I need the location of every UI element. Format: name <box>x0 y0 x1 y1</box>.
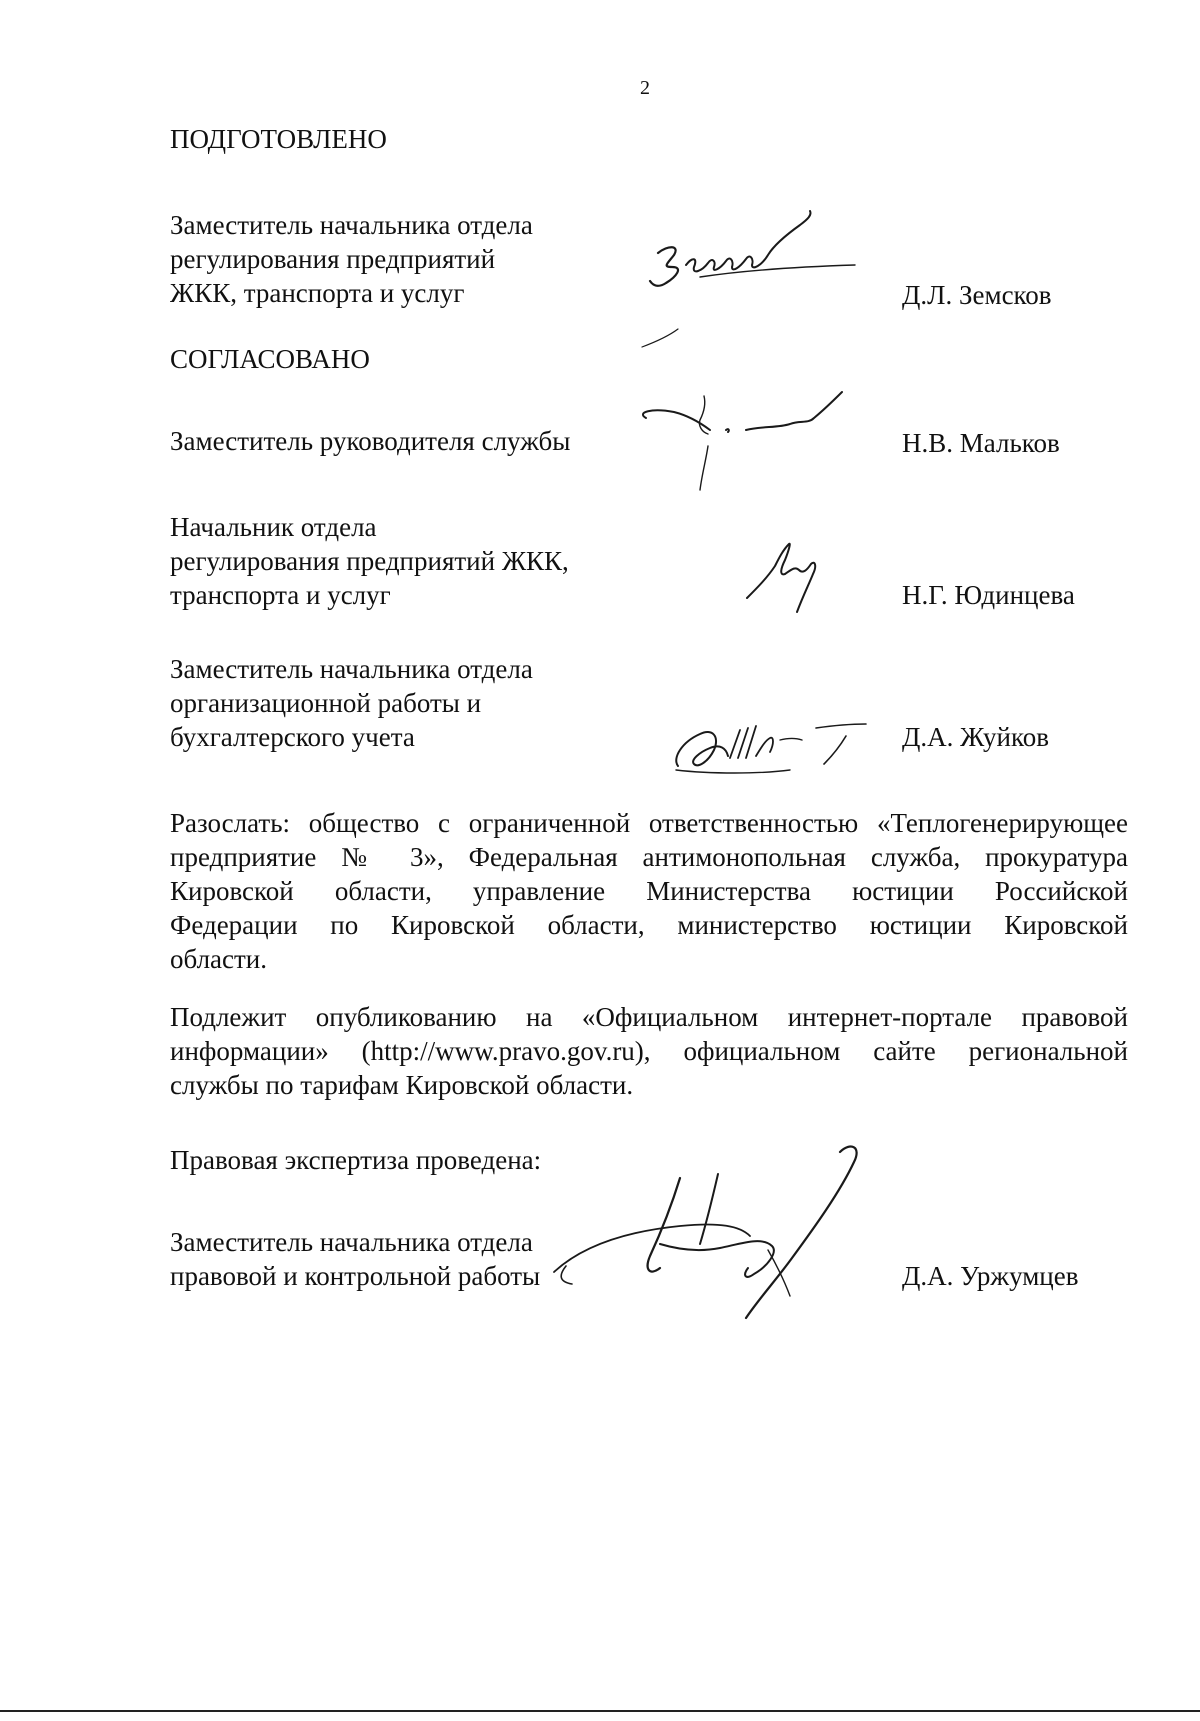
paragraph-line: Разослать: общество с ограниченной ответственностью «Теплогенерирующее <box>170 808 1128 838</box>
prepared-name: Д.Л. Земсков <box>902 280 1052 310</box>
bottom-rule <box>0 1710 1200 1712</box>
publication-paragraph <box>170 1000 1128 1102</box>
agreed-heading: СОГЛАСОВАНО <box>170 344 370 374</box>
paragraph-line: предприятие № 3», Федеральная антимонопольная служба, прокуратура <box>170 842 1128 872</box>
paragraph-line: области. <box>170 944 268 974</box>
prepared-heading: ПОДГОТОВЛЕНО <box>170 124 387 154</box>
signature-yudintseva <box>745 540 835 620</box>
paragraph-line: службы по тарифам Кировской области. <box>170 1070 634 1100</box>
position-line: регулирования предприятий ЖКК, <box>170 546 569 576</box>
position-line: правовой и контрольной работы <box>170 1261 541 1291</box>
signature-zemskov <box>640 205 890 355</box>
position-line: Начальник отдела <box>170 512 377 542</box>
position-line: Заместитель начальника отдела <box>170 210 533 240</box>
position-line: транспорта и услуг <box>170 580 391 610</box>
distribution-paragraph <box>170 806 1128 976</box>
signature-zhuikov <box>670 700 870 780</box>
signatory-name: Н.Г. Юдинцева <box>902 580 1075 610</box>
signature-malkov <box>630 390 890 500</box>
signatory-name: Н.В. Мальков <box>902 428 1060 458</box>
paragraph-line: Федерации по Кировской области, министерство юстиции Кировской <box>170 910 1128 940</box>
position-line: регулирования предприятий <box>170 244 496 274</box>
paragraph-line: информации» (http://www.pravo.gov.ru), официальном сайте региональной <box>170 1036 1128 1066</box>
page-number: 2 <box>640 77 650 99</box>
paragraph-line: Подлежит опубликованию на «Официальном интернет-портале правовой <box>170 1002 1128 1032</box>
position-line: ЖКК, транспорта и услуг <box>170 278 465 308</box>
legal-review-name: Д.А. Уржумцев <box>902 1261 1079 1291</box>
legal-review-heading: Правовая экспертиза проведена: <box>170 1145 542 1175</box>
position-line: Заместитель начальника отдела <box>170 654 533 684</box>
position-line: Заместитель начальника отдела <box>170 1227 533 1257</box>
position-line: бухгалтерского учета <box>170 722 415 752</box>
position-line: Заместитель руководителя службы <box>170 426 571 456</box>
paragraph-line: Кировской области, управление Министерства юстиции Российской <box>170 876 1128 906</box>
position-line: организационной работы и <box>170 688 482 718</box>
signatory-name: Д.А. Жуйков <box>902 722 1049 752</box>
signature-urzhumtsev <box>550 1140 930 1340</box>
